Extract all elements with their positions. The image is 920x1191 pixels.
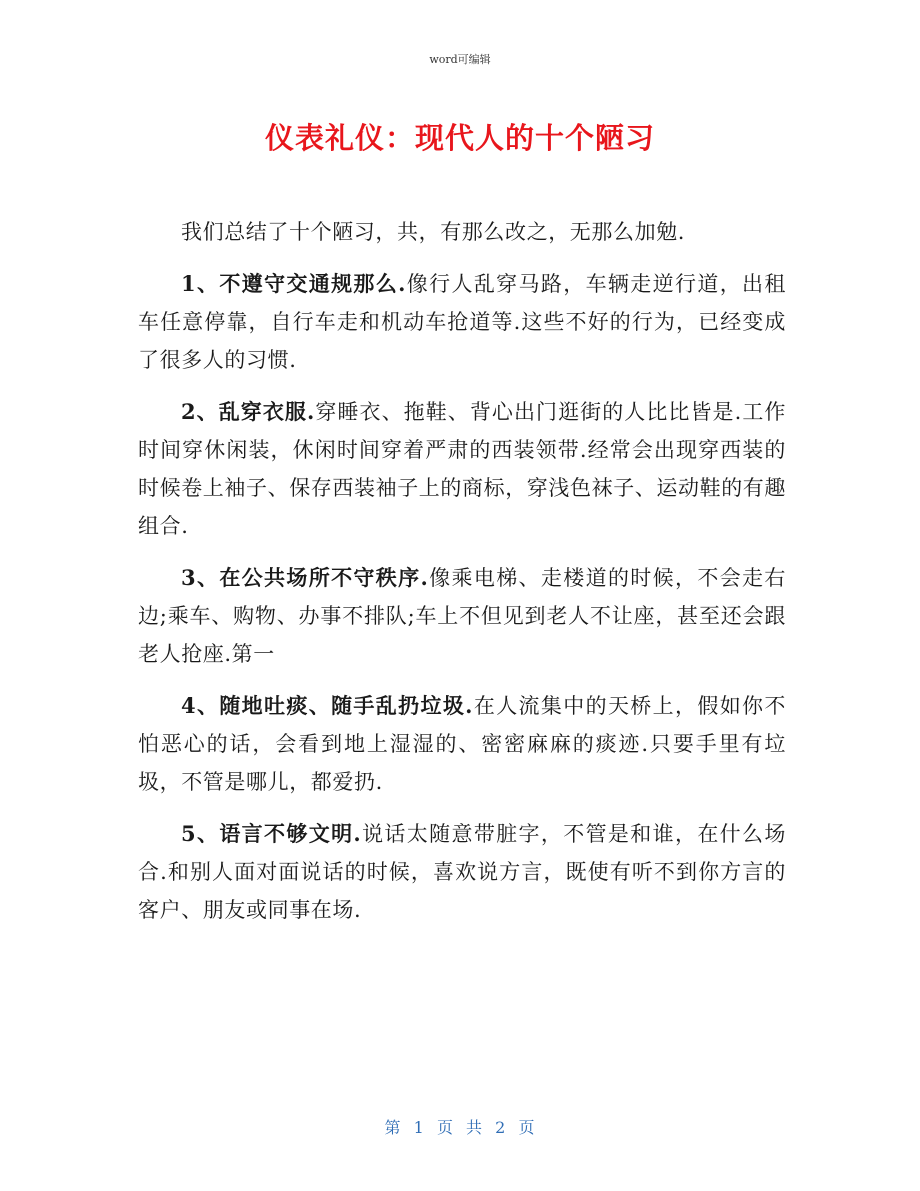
item-text: 说话太随意带脏字，不管是和谁，在什么场合.和别人面对面说话的时候，喜欢说方言，既使有听不到你方言的客户、朋友或同事在场. <box>138 822 786 922</box>
page-footer <box>0 1115 920 1138</box>
total-word: 共 <box>466 1118 484 1137</box>
intro-paragraph: 我们总结了十个陋习，共，有那么改之，无那么加勉. <box>181 220 686 244</box>
list-item <box>138 687 786 801</box>
document-title: 仪表礼仪：现代人的十个陋习 <box>264 121 655 155</box>
item-text: 穿睡衣、拖鞋、背心出门逛街的人比比皆是.工作时间穿休闲装，休闲时间穿着严肃的西装领带.经常会出现穿西装的时候卷上袖子、保存西装袖子上的商标，穿浅色袜子、运动鞋的有趣组合. <box>138 400 787 538</box>
page-header <box>0 53 920 67</box>
list-item <box>138 559 786 673</box>
page-number-total: 2 <box>495 1118 507 1137</box>
item-heading: 5、语言不够文明. <box>181 821 362 846</box>
page-unit: 页 <box>436 1118 454 1137</box>
item-heading: 4、随地吐痰、随手乱扔垃圾. <box>181 693 474 718</box>
list-item <box>138 265 786 379</box>
list-item <box>138 393 786 545</box>
item-heading: 1、不遵守交通规那么. <box>181 271 407 296</box>
item-text: 在人流集中的天桥上，假如你不怕恶心的话，会看到地上湿湿的、密密麻麻的痰迹.只要手里有垃圾，不管是哪儿，都爱扔. <box>138 694 787 794</box>
item-heading: 3、在公共场所不守秩序. <box>181 565 429 590</box>
item-heading: 2、乱穿衣服. <box>181 399 315 424</box>
list-item <box>138 815 786 929</box>
item-text: 像乘电梯、走楼道的时候，不会走右边;乘车、购物、办事不排队;车上不但见到老人不让座，甚至还会跟老人抢座.第一 <box>138 566 786 666</box>
total-unit: 页 <box>518 1118 536 1137</box>
header-text: word可编辑 <box>429 53 491 66</box>
page-word: 第 <box>384 1118 402 1137</box>
document-body <box>138 213 786 943</box>
item-text: 像行人乱穿马路，车辆走逆行道，出租车任意停靠，自行车走和机动车抢道等.这些不好的行为，已经变成了很多人的习惯. <box>138 272 786 372</box>
page-number-current: 1 <box>413 1118 425 1137</box>
